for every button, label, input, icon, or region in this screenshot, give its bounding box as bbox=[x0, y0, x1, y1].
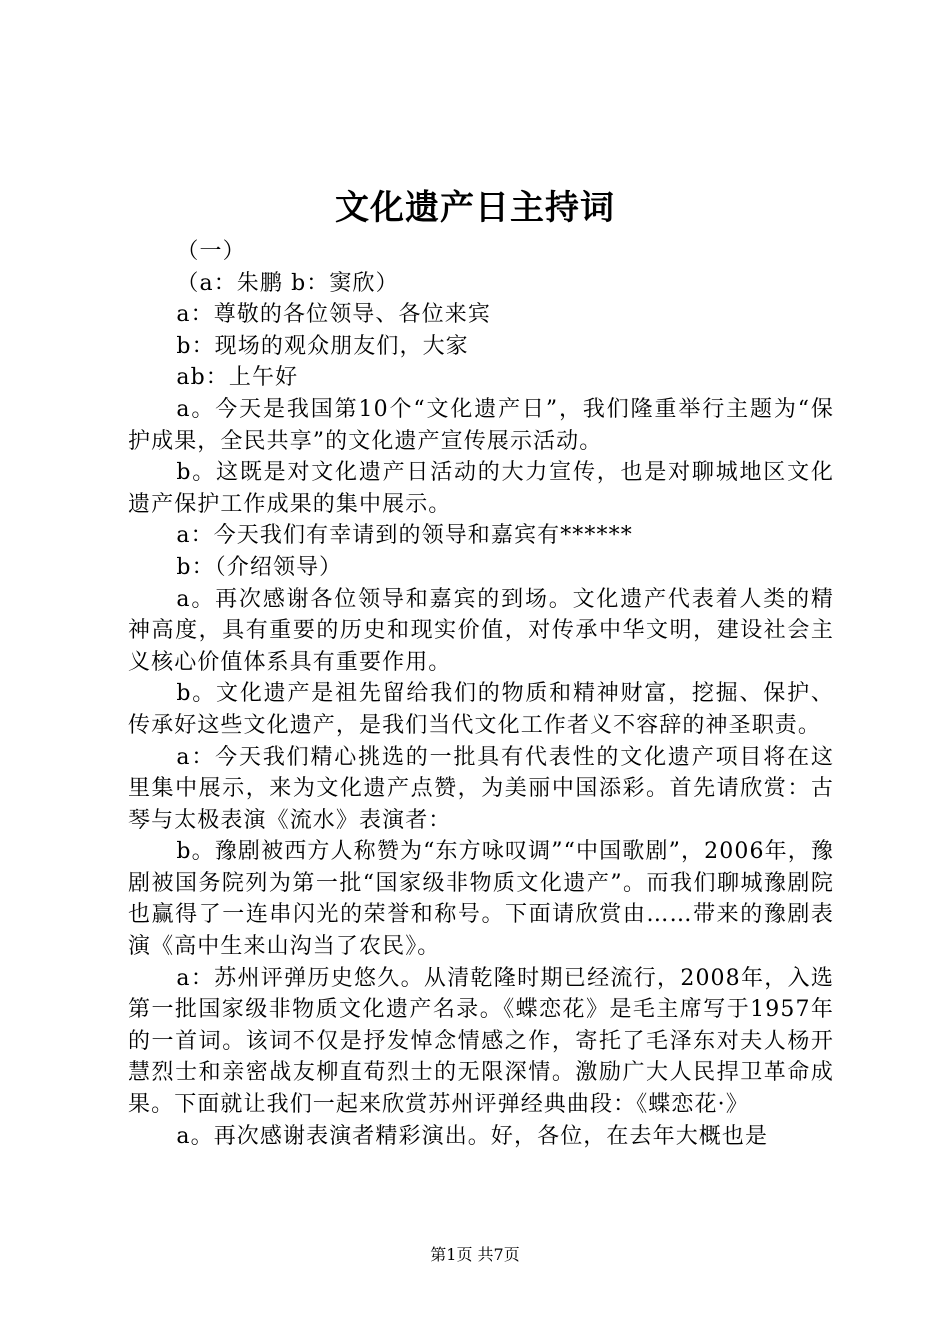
document-body bbox=[128, 236, 834, 1152]
paragraph: ab：上午好 bbox=[176, 365, 299, 391]
paragraph: b：现场的观众朋友们，大家 bbox=[176, 333, 469, 359]
paragraph: a：苏州评弹历史悠久。从清乾隆时期已经流行，2008年，入选第一批国家级非物质文化遗产名录。《蝶恋花》是毛主席写于1957年的一首词。该词不仅是抒发悼念情感之作，寄托了毛泽东对夫人杨开慧烈士和亲密战友柳直荀烈士的无限深情。激励广大人民捍卫革命成果。下面就让我们一起来欣赏苏州评弹经典曲段：《蝶恋花·》 bbox=[128, 965, 834, 1118]
paragraph: b。豫剧被西方人称赞为“东方咏叹调”“中国歌剧”，2006年，豫剧被国务院列为第一批“国家级非物质文化遗产”。而我们聊城豫剧院也赢得了一连串闪光的荣誉和称号。下面请欣赏由……带来的豫剧表演《高中生来山沟当了农民》。 bbox=[128, 839, 834, 960]
paragraph: a。今天是我国第10个“文化遗产日”，我们隆重举行主题为“保护成果，全民共享”的文化遗产宣传展示活动。 bbox=[128, 396, 834, 454]
page-number-footer: 第1页 共7页 bbox=[430, 1245, 520, 1264]
paragraph: a：今天我们精心挑选的一批具有代表性的文化遗产项目将在这里集中展示，来为文化遗产点赞，为美丽中国添彩。首先请欣赏：古琴与太极表演《流水》表演者： bbox=[128, 744, 834, 833]
document-title: 文化遗产日主持词 bbox=[335, 188, 615, 228]
paragraph: a：尊敬的各位领导、各位来宾 bbox=[176, 302, 491, 328]
paragraph: a：今天我们有幸请到的领导和嘉宾有****** bbox=[176, 523, 633, 549]
paragraph: a。再次感谢表演者精彩演出。好，各位，在去年大概也是 bbox=[176, 1123, 769, 1149]
paragraph: a。再次感谢各位领导和嘉宾的到场。文化遗产代表着人类的精神高度，具有重要的历史和现实价值，对传承中华文明，建设社会主义核心价值体系具有重要作用。 bbox=[128, 586, 834, 675]
paragraph: b。文化遗产是祖先留给我们的物质和精神财富，挖掘、保护、传承好这些文化遗产，是我们当代文化工作者义不容辞的神圣职责。 bbox=[128, 681, 834, 738]
paragraph: b：（介绍领导） bbox=[176, 554, 343, 580]
paragraph: b。这既是对文化遗产日活动的大力宣传，也是对聊城地区文化遗产保护工作成果的集中展示。 bbox=[128, 460, 834, 517]
paragraph: （一） bbox=[176, 239, 246, 264]
paragraph: （a：朱鹏 b：窦欣） bbox=[176, 270, 399, 296]
